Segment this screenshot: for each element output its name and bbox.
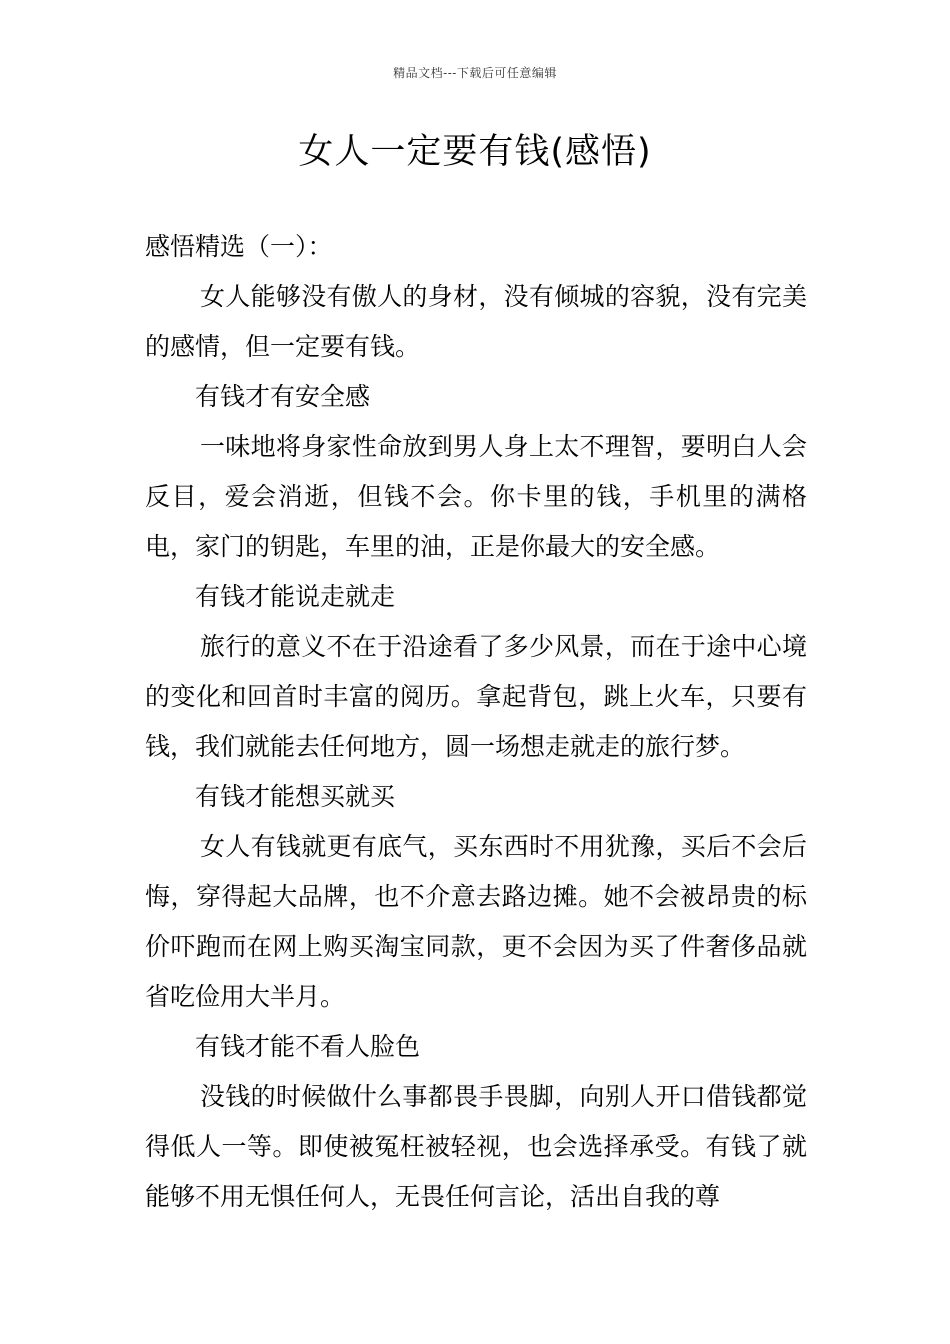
page-header: 精品文档---下载后可任意编辑 (393, 66, 557, 80)
subheading: 有钱才能说走就走 (195, 582, 396, 611)
document-title: 女人一定要有钱(感悟) (298, 132, 652, 172)
paragraph: 女人有钱就更有底气，买东西时不用犹豫，买后不会后悔，穿得起大品牌，也不介意去路边摊。她不会被昂贵的标价吓跑而在网上购买淘宝同款，更不会因为买了件奢侈品就省吃俭用大半月。 (145, 832, 807, 1011)
paragraph: 没钱的时候做什么事都畏手畏脚，向别人开口借钱都觉得低人一等。即使被冤枉被轻视，也会选择承受。有钱了就能够不用无惧任何人，无畏任何言论，活出自我的尊 (145, 1082, 807, 1211)
document-body (145, 222, 807, 1222)
subheading: 有钱才能不看人脸色 (195, 1032, 421, 1061)
paragraph: 旅行的意义不在于沿途看了多少风景，而在于途中心境的变化和回首时丰富的阅历。拿起背包，跳上火车，只要有钱，我们就能去任何地方，圆一场想走就走的旅行梦。 (145, 632, 807, 761)
subheading: 有钱才有安全感 (195, 382, 371, 411)
paragraph: 一味地将身家性命放到男人身上太不理智，要明白人会反目，爱会消逝，但钱不会。你卡里的钱，手机里的满格电，家门的钥匙，车里的油，正是你最大的安全感。 (145, 432, 807, 561)
subheading: 有钱才能想买就买 (195, 782, 396, 811)
section-heading: 感悟精选（一）： (145, 232, 333, 261)
paragraph: 女人能够没有傲人的身材，没有倾城的容貌，没有完美的感情，但一定要有钱。 (145, 282, 807, 361)
